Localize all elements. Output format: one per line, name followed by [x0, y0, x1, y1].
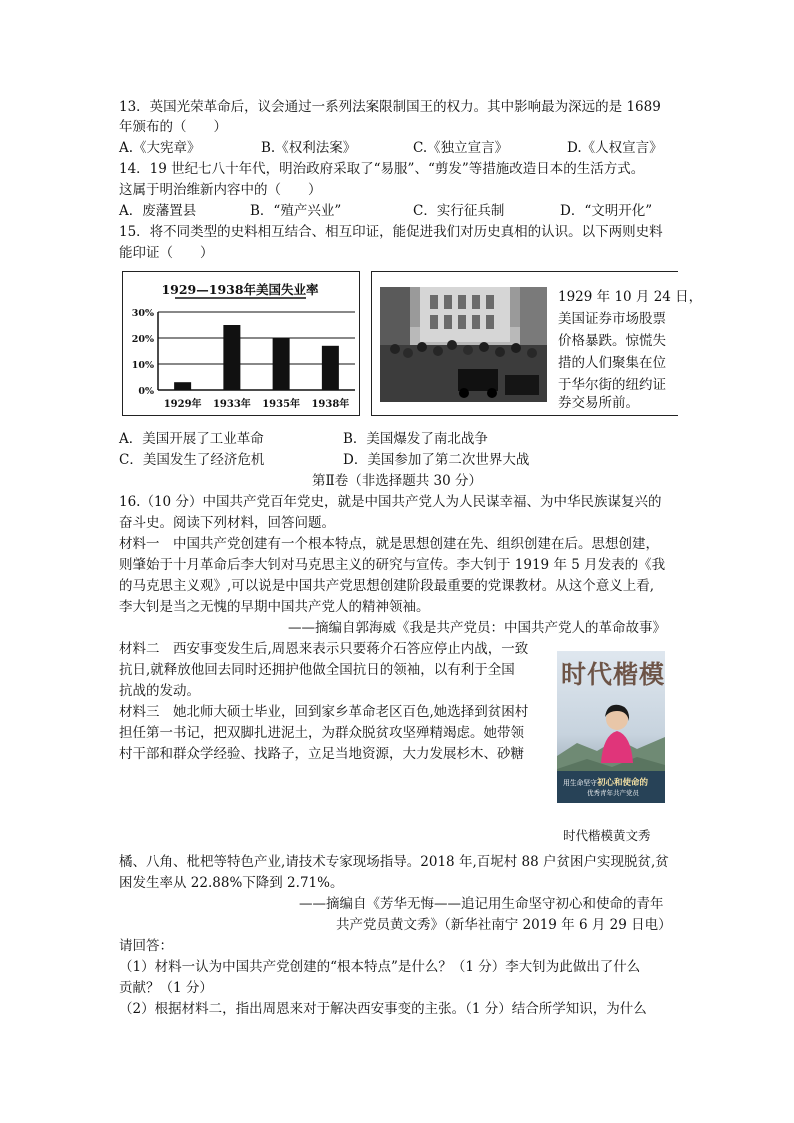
q13-option-d: D.《人权宣言》 — [567, 140, 663, 156]
material-1-line2: 则肇始于十月革命后李大钊对马克思主义的研究与宣传。李大钊于 1919 年 5 月发表的《我 — [119, 557, 666, 573]
q15-option-c: C．美国发生了经济危机 — [119, 452, 265, 468]
q14-option-a: A．废藩置县 — [119, 203, 197, 219]
q14-option-c: C．实行征兵制 — [413, 203, 505, 219]
photo-caption-line2: 美国证券市场股票 — [558, 311, 666, 327]
material-1-line1: 材料一 中国共产党创建有一个根本特点，就是思想创建在先、组织创建在后。思想创建， — [119, 536, 659, 552]
chart-x-tick-label: 1933年 — [212, 399, 251, 410]
poster-tagline-a: 用生命坚守 — [563, 779, 597, 787]
q15-option-d: D．美国参加了第二次世界大战 — [343, 452, 530, 468]
photo-caption-line5: 于华尔街的纽约证 — [558, 377, 666, 393]
wall-street-crowd-photo — [380, 287, 547, 402]
answer-prompt: 请回答： — [119, 938, 173, 954]
material-3-line1: 材料三 她北师大硕士毕业，回到家乡革命老区百色,她选择到贫困村 — [119, 704, 529, 720]
material-3-source-line1: ——摘编自《芳华无悔——追记用生命坚守初心和使命的青年 — [299, 896, 664, 912]
q13-option-c: C.《独立宣言》 — [413, 140, 509, 156]
chart-bar — [273, 338, 290, 390]
q16-intro-line2: 奋斗史。阅读下列材料，回答问题。 — [119, 515, 335, 531]
huang-wenxiu-poster — [557, 651, 665, 803]
material-2-line1: 材料二 西安事变发生后,周恩来表示只要蒋介石答应停止内战，一致 — [119, 641, 529, 657]
chart-bar — [322, 346, 339, 390]
chart-y-tick-label: 30% — [131, 308, 154, 319]
material-2-line2: 抗日,就释放他回去同时还拥护他做全国抗日的领袖，以有利于全国 — [119, 662, 515, 678]
chart-bars — [174, 325, 339, 390]
poster-tagline-b: 初心和使命的 — [596, 778, 648, 788]
chart-x-tick-label: 1935年 — [262, 399, 301, 410]
q14-option-d: D．“文明开化” — [560, 203, 653, 219]
unemployment-chart-svg — [123, 272, 358, 414]
poster-tagline-c: 优秀青年共产党员 — [587, 789, 639, 797]
sub-question-1-line2: 贡献？（1 分） — [119, 980, 213, 996]
sub-question-1-line1: （1）材料一认为中国共产党创建的“根本特点”是什么？（1 分）李大钊为此做出了什么 — [119, 959, 641, 975]
q15-stem-line2: 能印证（ ） — [119, 245, 214, 261]
material-1-line3: 的马克思主义观》,可以说是中国共产党思想创建阶段最重要的党课教材。从这个意义上看, — [119, 578, 655, 594]
material-1-source: ——摘编自郭海威《我是共产党员：中国共产党人的革命故事》 — [288, 620, 666, 636]
q16-intro-line1: 16.（10 分）中国共产党百年党史，就是中国共产党人为人民谋幸福、为中华民族谋复兴的 — [119, 494, 662, 510]
photo-caption-line4: 措的人们聚集在位 — [558, 355, 666, 371]
q13-stem-line2: 年颁布的（ ） — [119, 119, 227, 135]
photo-caption-line6: 券交易所前。 — [558, 395, 639, 411]
material-2-line3: 抗战的发动。 — [119, 683, 200, 699]
q13-stem-line1: 13．英国光荣革命后，议会通过一系列法案限制国王的权力。其中影响最为深远的是 1689 — [119, 99, 661, 115]
q14-option-b: B．“殖产兴业” — [250, 203, 342, 219]
chart-bar — [223, 325, 240, 390]
q13-option-b: B.《权利法案》 — [261, 140, 357, 156]
poster-caption: 时代楷模黄文秀 — [563, 828, 651, 843]
wall-street-photo-box — [371, 271, 703, 416]
photo-caption-line1: 1929 年 10 月 24 日， — [558, 289, 703, 305]
unemployment-chart — [122, 271, 360, 416]
material-3-line5: 困发生率从 22.88%下降到 2.71%。 — [119, 875, 344, 891]
q14-stem-line2: 这属于明治维新内容中的（ ） — [119, 182, 322, 198]
chart-x-tick-label: 1929年 — [163, 399, 202, 410]
chart-title: 1929—1938年美国失业率 — [161, 282, 319, 297]
q14-stem-line1: 14．19 世纪七八十年代，明治政府采取了“易服”、“剪发”等措施改造日本的生活方式。 — [119, 161, 645, 177]
material-1-line4: 李大钊是当之无愧的早期中国共产党人的精神领袖。 — [119, 599, 430, 615]
material-3-source-line2: 共产党员黄文秀》（新华社南宁 2019 年 6 月 29 日电） — [336, 917, 672, 933]
chart-y-tick-label: 20% — [131, 334, 154, 345]
chart-y-tick-labels — [132, 308, 154, 397]
q15-option-a: A．美国开展了工业革命 — [119, 431, 264, 447]
sub-question-2-line1: （2）根据材料二，指出周恩来对于解决西安事变的主张。（1 分）结合所学知识，为什么 — [119, 1001, 647, 1017]
material-3-line3: 村干部和群众学经验、找路子，立足当地资源，大力发展杉木、砂糖 — [119, 746, 524, 762]
chart-y-tick-label: 10% — [131, 360, 154, 371]
chart-x-tick-labels — [164, 397, 350, 410]
section-2-heading: 第Ⅱ卷（非选择题共 30 分） — [312, 473, 482, 489]
chart-bar — [174, 382, 191, 390]
photo-caption-line3: 价格暴跌。惊慌失 — [558, 333, 666, 349]
chart-y-tick-label: 0% — [138, 386, 154, 397]
material-3-line4: 橘、八角、枇杷等特色产业,请技术专家现场指导。2018 年,百坭村 88 户贫困户实现脱贫,贫 — [119, 854, 669, 870]
material-3-line2: 担任第一书记，把双脚扎进泥土，为群众脱贫攻坚殚精竭虑。她带领 — [119, 725, 524, 741]
poster-title: 时代楷模 — [561, 660, 665, 689]
q15-stem-line1: 15．将不同类型的史料相互结合、相互印证，能促进我们对历史真相的认识。以下两则史料 — [119, 224, 663, 240]
q13-option-a: A.《大宪章》 — [119, 140, 201, 156]
q15-option-b: B．美国爆发了南北战争 — [343, 431, 488, 447]
chart-x-tick-label: 1938年 — [311, 399, 350, 410]
